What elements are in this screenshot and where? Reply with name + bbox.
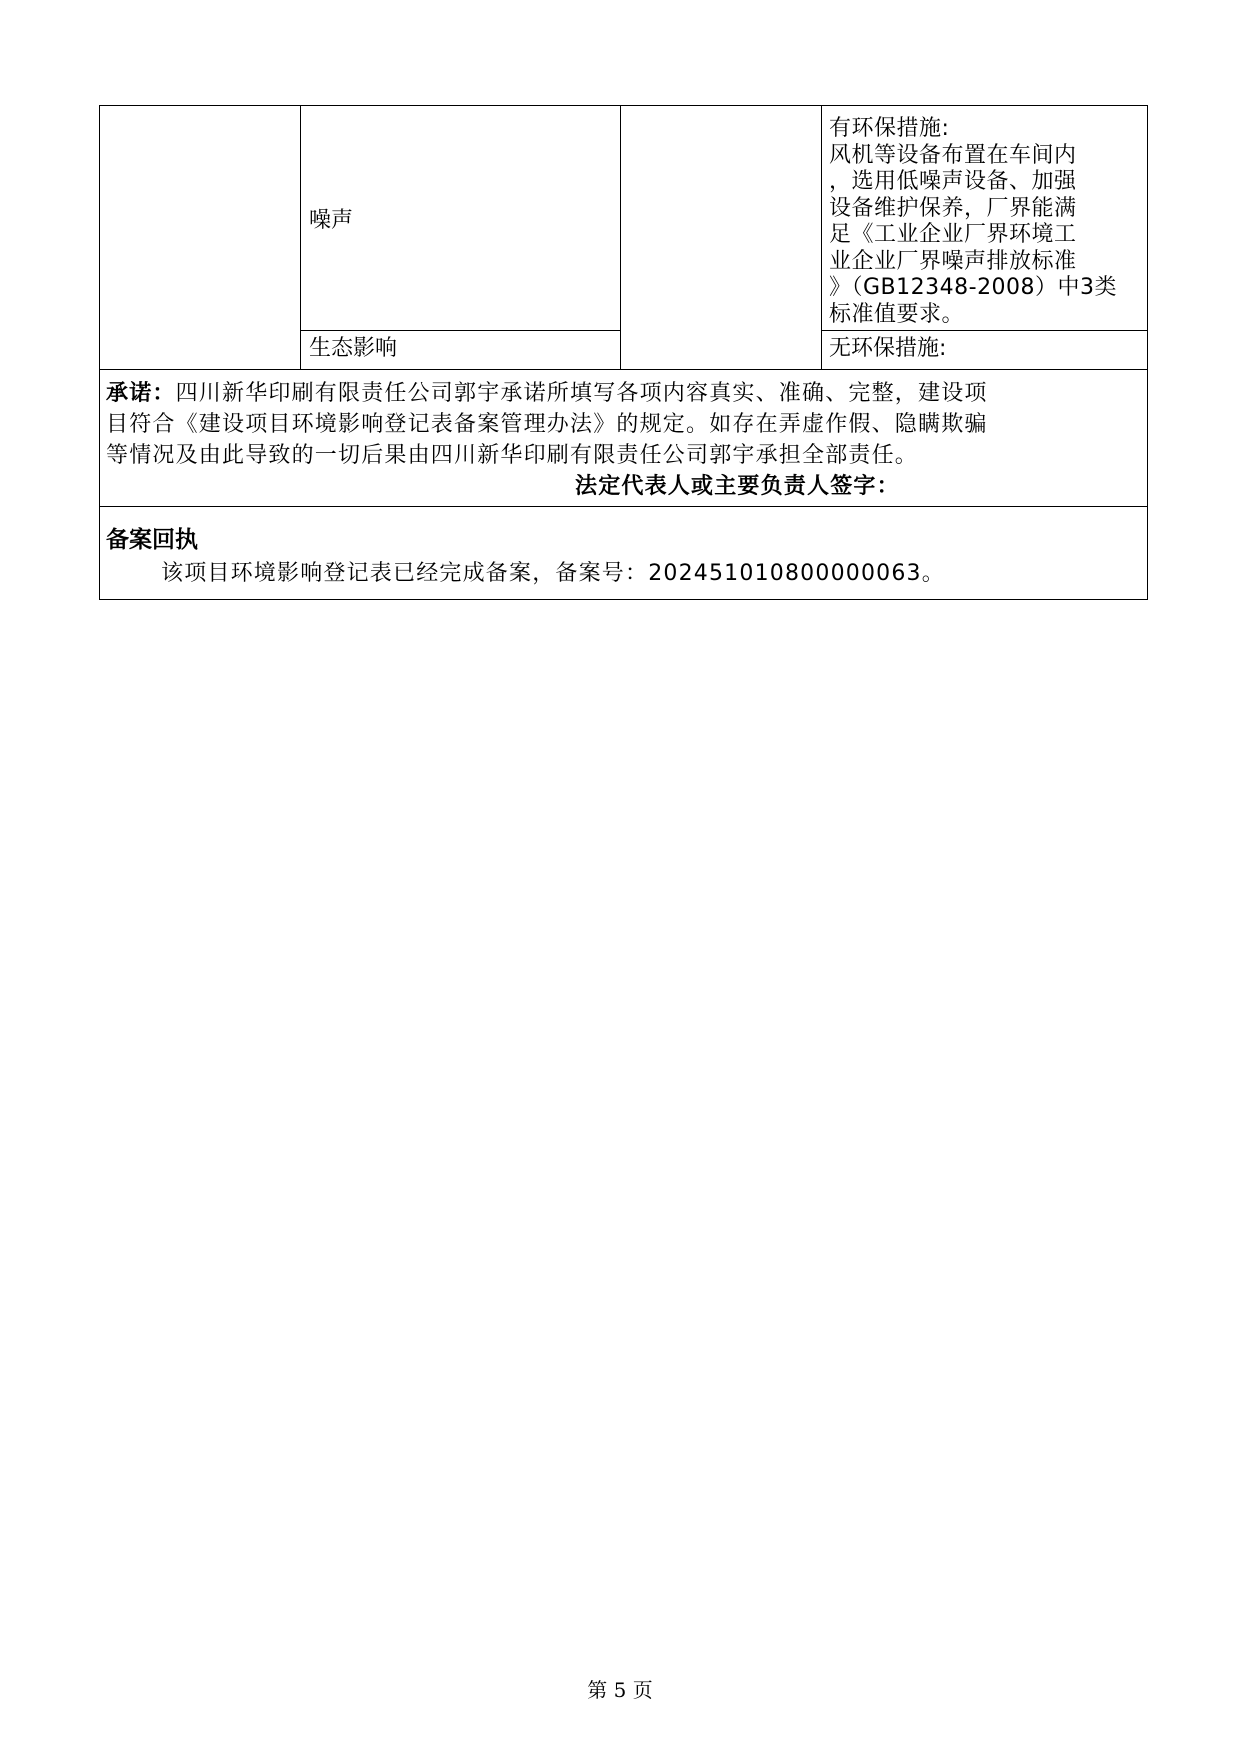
commitment-text-1: 四川新华印刷有限责任公司郭宇承诺所填写各项内容真实、准确、完整，建设项: [175, 381, 988, 406]
table-row-noise: [100, 106, 1148, 331]
commitment-line-2: 目符合《建设项目环境影响登记表备案管理办法》的规定。如存在弄虚作假、隐瞒欺骗: [106, 412, 988, 437]
measure-line: ，选用低噪声设备、加强: [829, 169, 1077, 194]
receipt-text: 该项目环境影响登记表已经完成备案，备案号：202451010800000063。: [161, 561, 945, 586]
receipt-cell: [100, 507, 1148, 600]
page-number: 第 5 页: [587, 1678, 653, 1702]
pollutant-cell-eco: [301, 331, 621, 370]
measure-title-noise: 有环保措施:: [829, 116, 950, 141]
commitment-line-3: 等情况及由此导致的一切后果由四川新华印刷有限责任公司郭宇承担全部责任。: [106, 443, 919, 468]
table-row-receipt: [100, 507, 1148, 600]
measure-line: 》（GB12348-2008）中3类: [829, 275, 1118, 300]
environment-registration-table: [99, 105, 1148, 600]
measures-cell-noise: [822, 106, 1148, 331]
measure-line: 足《工业企业厂界环境工: [829, 222, 1077, 247]
table-row-commitment: [100, 370, 1148, 507]
measure-line: 设备维护保养，厂界能满: [829, 195, 1077, 221]
measure-line: 业企业厂界噪声排放标准: [829, 248, 1077, 274]
source-cell-empty: [621, 106, 822, 370]
pollutant-label-noise: 噪声: [309, 207, 354, 233]
pollutant-cell-noise: [301, 106, 621, 331]
category-cell-empty: [100, 106, 301, 370]
signature-label: 法定代表人或主要负责人签字：: [575, 474, 900, 499]
measure-title-eco: 无环保措施:: [829, 336, 947, 361]
commitment-line-1: [106, 378, 1139, 409]
commitment-cell: [100, 370, 1148, 507]
receipt-title: 备案回执: [106, 527, 198, 553]
commitment-label: 承诺：: [106, 381, 176, 406]
measure-line: 标准值要求。: [829, 301, 965, 327]
pollutant-label-eco: 生态影响: [309, 336, 398, 361]
measures-cell-eco: [822, 331, 1148, 370]
measure-line: 风机等设备布置在车间内: [829, 142, 1077, 168]
